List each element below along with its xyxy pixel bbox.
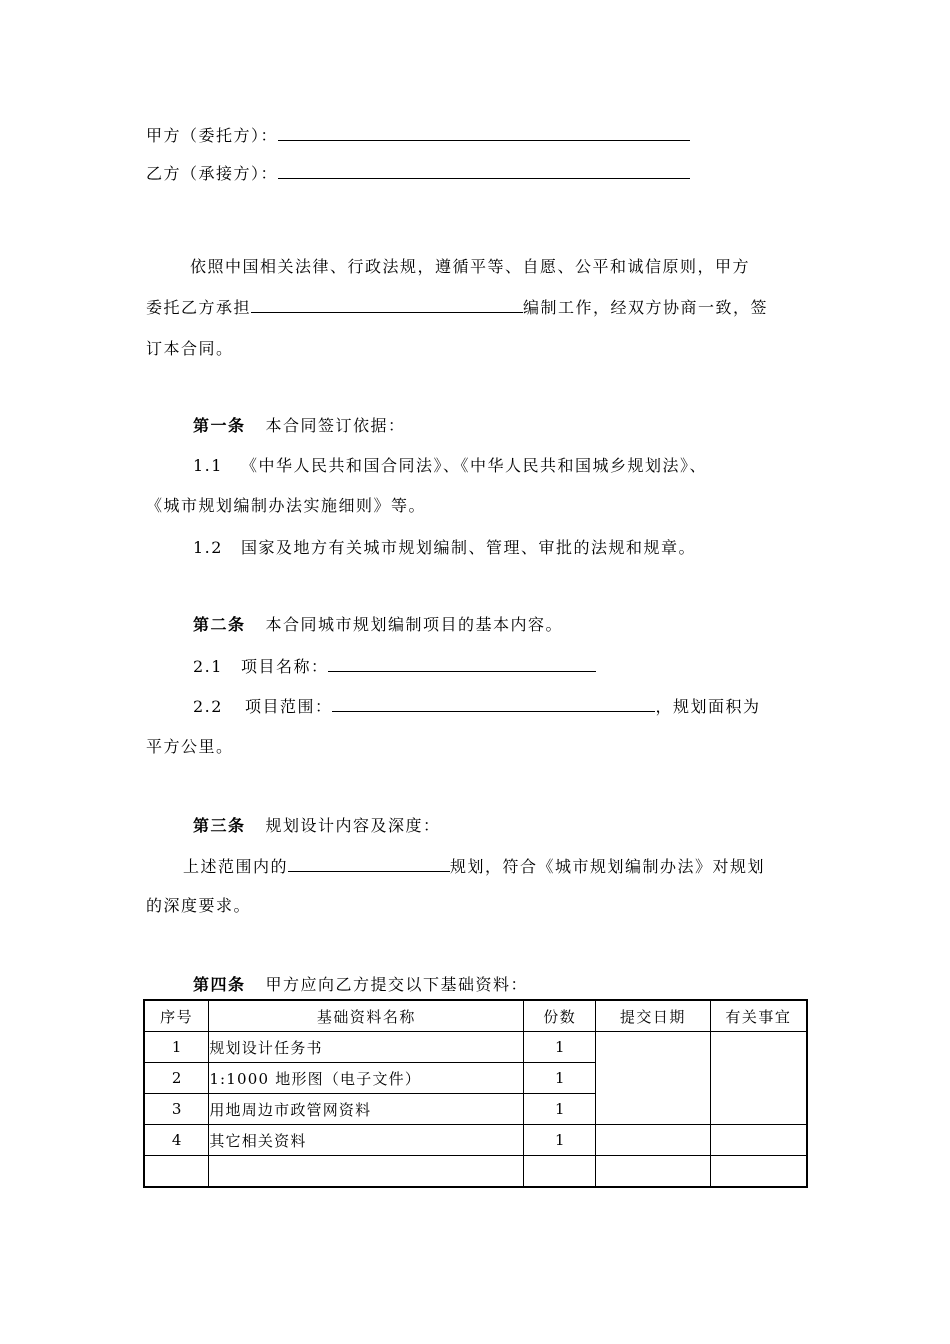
party-a-label: 甲方（委托方）：	[146, 126, 279, 145]
table-row	[144, 1125, 807, 1156]
article-1-heading	[193, 415, 406, 437]
submit-date-cell[interactable]	[596, 1125, 711, 1156]
article-1-item-1-cont: 《城市规划编制办法实施细则》等。	[146, 496, 427, 515]
article-1-item-1	[193, 455, 707, 477]
article-2-item-1	[193, 655, 596, 678]
article-3-post: 规划，符合《城市规划编制办法》对规划	[450, 857, 766, 876]
article-1-item-2	[193, 537, 696, 559]
project-scope-blank[interactable]	[332, 695, 655, 712]
article-2-title: 本合同城市规划编制项目的基本内容。	[265, 615, 564, 634]
empty-cell[interactable]	[596, 1156, 711, 1188]
article-1-title: 本合同签订依据：	[265, 416, 406, 435]
intro-line-1: 依照中国相关法律、行政法规，遵循平等、自愿、公平和诚信原则，甲方	[190, 257, 751, 276]
article-2-number: 第二条	[193, 615, 246, 634]
row-copies: 1	[524, 1094, 596, 1125]
submit-date-cell[interactable]	[596, 1032, 711, 1125]
intro-line-2	[146, 296, 768, 319]
item-label: 项目范围：	[244, 697, 333, 716]
party-a-line	[146, 124, 690, 147]
item-post: ，规划面积为	[655, 697, 761, 716]
party-b-line	[146, 162, 690, 185]
article-4-number: 第四条	[193, 975, 246, 994]
item-number: 2.1	[193, 657, 223, 676]
party-b-blank[interactable]	[278, 162, 690, 179]
header-date: 提交日期	[596, 1000, 711, 1032]
project-work-blank[interactable]	[251, 296, 523, 313]
intro-line-3: 订本合同。	[146, 339, 234, 358]
project-name-blank[interactable]	[328, 655, 596, 672]
notes-cell[interactable]	[710, 1125, 807, 1156]
item-number: 1.2	[193, 538, 223, 557]
header-notes: 有关事宜	[710, 1000, 807, 1032]
basic-materials-table	[143, 999, 808, 1188]
intro-line-2-pre: 委托乙方承担	[146, 298, 252, 317]
article-3-line-1	[183, 855, 765, 878]
item-number: 2.2	[193, 697, 223, 716]
empty-cell[interactable]	[209, 1156, 524, 1188]
party-a-blank[interactable]	[278, 124, 690, 141]
article-2-item-2	[193, 695, 760, 718]
article-1-number: 第一条	[193, 416, 246, 435]
item-text: 《中华人民共和国合同法》、《中华人民共和国城乡规划法》、	[240, 456, 707, 475]
article-4-heading	[193, 974, 528, 996]
planning-type-blank[interactable]	[288, 855, 450, 872]
article-3-pre: 上述范围内的	[183, 857, 289, 876]
header-no: 序号	[144, 1000, 209, 1032]
article-3-heading	[193, 815, 441, 837]
table-row-empty	[144, 1156, 807, 1188]
empty-cell[interactable]	[524, 1156, 596, 1188]
row-no: 2	[144, 1063, 209, 1094]
empty-cell[interactable]	[144, 1156, 209, 1188]
article-2-item-2-cont: 平方公里。	[146, 737, 234, 756]
header-name: 基础资料名称	[209, 1000, 524, 1032]
row-no: 4	[144, 1125, 209, 1156]
notes-cell[interactable]	[710, 1032, 807, 1125]
party-b-label: 乙方（承接方）：	[146, 164, 279, 183]
article-4-title: 甲方应向乙方提交以下基础资料：	[265, 975, 529, 994]
row-name: 规划设计任务书	[209, 1032, 524, 1063]
empty-cell[interactable]	[710, 1156, 807, 1188]
article-3-line-2: 的深度要求。	[146, 896, 252, 915]
row-no: 1	[144, 1032, 209, 1063]
article-3-number: 第三条	[193, 816, 246, 835]
row-copies: 1	[524, 1125, 596, 1156]
row-name: 1:1000 地形图（电子文件）	[209, 1063, 524, 1094]
table-header-row	[144, 1000, 807, 1032]
row-copies: 1	[524, 1063, 596, 1094]
item-number: 1.1	[193, 456, 223, 475]
table-row	[144, 1032, 807, 1063]
row-copies: 1	[524, 1032, 596, 1063]
item-text: 国家及地方有关城市规划编制、管理、审批的法规和规章。	[240, 538, 696, 557]
article-2-heading	[193, 614, 563, 636]
row-name: 用地周边市政管网资料	[209, 1094, 524, 1125]
row-no: 3	[144, 1094, 209, 1125]
article-3-title: 规划设计内容及深度：	[265, 816, 441, 835]
header-copies: 份数	[524, 1000, 596, 1032]
row-name: 其它相关资料	[209, 1125, 524, 1156]
intro-line-2-post: 编制工作，经双方协商一致，签	[523, 298, 769, 317]
item-label: 项目名称：	[240, 657, 329, 676]
